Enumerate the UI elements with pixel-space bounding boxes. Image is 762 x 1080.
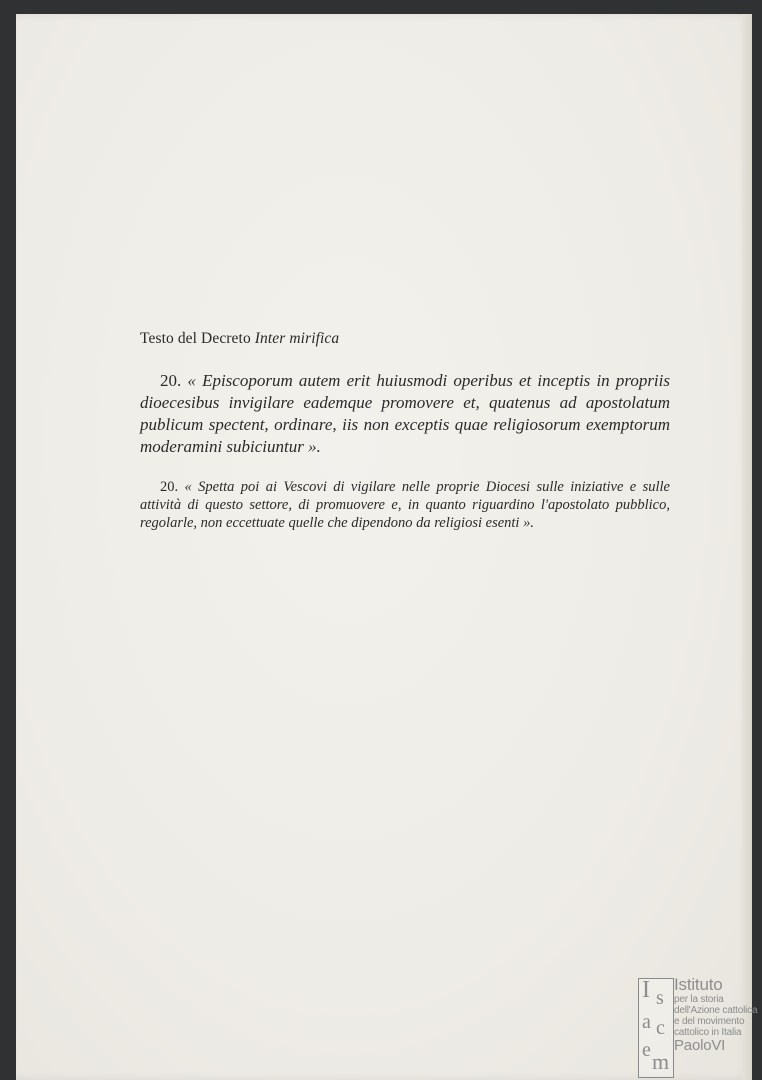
italian-paragraph xyxy=(140,478,670,532)
watermark-letter: a xyxy=(642,1011,651,1033)
watermark-line: cattolico in Italia xyxy=(674,1027,742,1038)
watermark-letter: s xyxy=(656,987,664,1009)
italian-paragraph-number: 20. xyxy=(160,479,179,495)
page-edge xyxy=(742,14,752,1080)
italian-paragraph-text: « Spetta poi ai Vescovi di vigilare nelle proprie Diocesi sulle iniziative e sulle attività di questo settore, di promuovere e, in quanto riguardino l'apostolato pubblico, regolarle, non eccettuate quelle che dipendono da religiosi esenti ». xyxy=(140,479,670,531)
watermark-text xyxy=(674,976,762,1054)
watermark-line: e del movimento xyxy=(674,1016,745,1027)
watermark-letter: I xyxy=(642,977,650,1003)
heading-prefix: Testo del Decreto xyxy=(140,330,255,347)
watermark-line: dell'Azione cattolica xyxy=(674,1005,758,1016)
institute-watermark-logo xyxy=(638,976,762,1080)
latin-paragraph-text: « Episcoporum autem erit huiusmodi operibus et inceptis in propriis dioecesibus invigilare eademque promovere et, quatenus ad apostolatum publicum spectent, ordinare, iis non exceptis quae religiosorum exemptorum moderamini subiciuntur ». xyxy=(140,371,670,456)
document-page xyxy=(16,14,752,1080)
watermark-letter: m xyxy=(652,1049,670,1074)
watermark-line: per la storia xyxy=(674,994,724,1005)
document-body xyxy=(140,330,670,532)
watermark-letter: c xyxy=(656,1017,665,1039)
watermark-footer: PaoloVI xyxy=(674,1037,726,1054)
latin-paragraph xyxy=(140,370,670,458)
section-heading xyxy=(140,330,670,348)
watermark-title: Istituto xyxy=(674,975,723,994)
latin-paragraph-number: 20. xyxy=(160,371,182,390)
watermark-letter: e xyxy=(642,1039,651,1061)
heading-title: Inter mirifica xyxy=(254,330,340,347)
